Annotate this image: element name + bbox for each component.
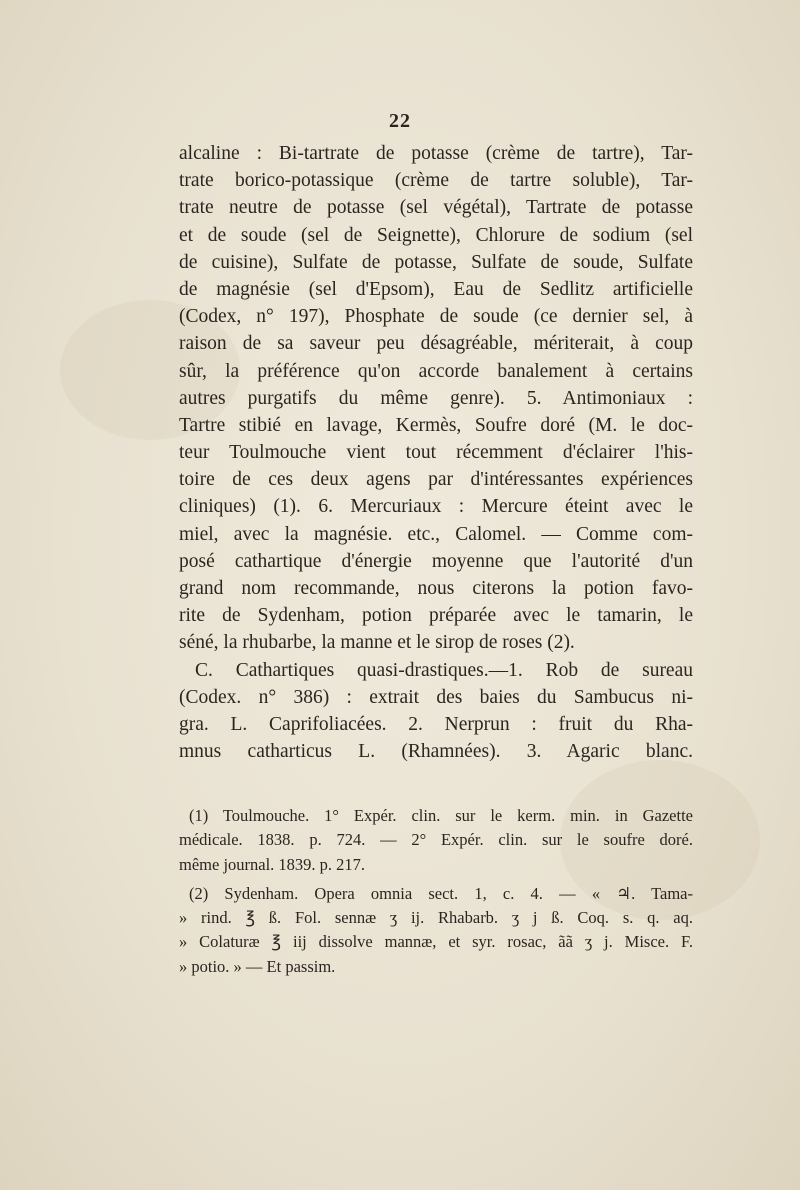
footnotes	[179, 804, 693, 979]
footnote-line: (2) Sydenham. Opera omnia sect. 1, c. 4. — « ♃. Tama-	[189, 883, 693, 903]
body-line: miel, avec la magnésie. etc., Calomel. — Comme com-	[179, 523, 693, 545]
footnote-line: » potio. » — Et passim.	[179, 956, 336, 976]
body-line: toire de ces deux agens par d'intéressantes expériences	[179, 469, 693, 491]
body-line: raison de sa saveur peu désagréable, mériterait, à coup	[179, 333, 693, 355]
body-line: rite de Sydenham, potion préparée avec le tamarin, le	[179, 605, 693, 627]
body-line: teur Toulmouche vient tout récemment d'éclairer l'his-	[179, 442, 693, 464]
body-line: posé cathartique d'énergie moyenne que l'autorité d'un	[179, 550, 693, 572]
footnote-line: (1) Toulmouche. 1° Expér. clin. sur le kerm. min. in Gazette	[189, 806, 693, 825]
body-line: (Codex, n° 197), Phosphate de soude (ce dernier sel, à	[179, 306, 693, 328]
body-line: trate borico-potassique (crème de tartre soluble), Tar-	[179, 170, 693, 192]
body-line: trate neutre de potasse (sel végétal), Tartrate de potasse	[179, 197, 693, 219]
section-heading-line: C. Cathartiques quasi-drastiques.—1. Rob de sureau	[195, 659, 693, 681]
body-line: de magnésie (sel d'Epsom), Eau de Sedlitz artificielle	[179, 278, 693, 300]
page-number: 22	[389, 110, 411, 132]
body-line: autres purgatifs du même genre). 5. Antimoniaux :	[179, 387, 693, 409]
body-line: séné, la rhubarbe, la manne et le sirop de roses (2).	[179, 632, 575, 654]
body-line: sûr, la préférence qu'on accorde banalement à certains	[179, 360, 693, 382]
footnote-line: » rind. ℥ ß. Fol. sennæ ʒ ij. Rhabarb. ʒ j ß. Coq. s. q. aq.	[179, 908, 693, 928]
body-line: grand nom recommande, nous citerons la potion favo-	[179, 578, 693, 599]
footnote-line: même journal. 1839. p. 217.	[179, 854, 366, 874]
body-line: (Codex. n° 386) : extrait des baies du Sambucus ni-	[179, 686, 693, 708]
footnote-line: » Colaturæ ℥ iij dissolve mannæ, et syr. rosac, ãã ʒ j. Misce. F.	[179, 932, 693, 952]
footnote-line: médicale. 1838. p. 724. — 2° Expér. clin. sur le soufre doré.	[179, 830, 693, 850]
body-line: Tartre stibié en lavage, Kermès, Soufre doré (M. le doc-	[179, 414, 693, 436]
body-line: mnus catharticus L. (Rhamnées). 3. Agaric blanc.	[179, 741, 693, 763]
body-line: gra. L. Caprifoliacées. 2. Nerprun : fruit du Rha-	[179, 713, 693, 735]
body-line: cliniques) (1). 6. Mercuriaux : Mercure éteint avec le	[179, 496, 693, 518]
body-line: de cuisine), Sulfate de potasse, Sulfate de soude, Sulfate	[179, 251, 693, 273]
body-line: alcaline : Bi-tartrate de potasse (crème de tartre), Tar-	[179, 143, 693, 164]
body-text	[179, 140, 693, 765]
body-line: et de soude (sel de Seignette), Chlorure de sodium (sel	[179, 224, 693, 246]
